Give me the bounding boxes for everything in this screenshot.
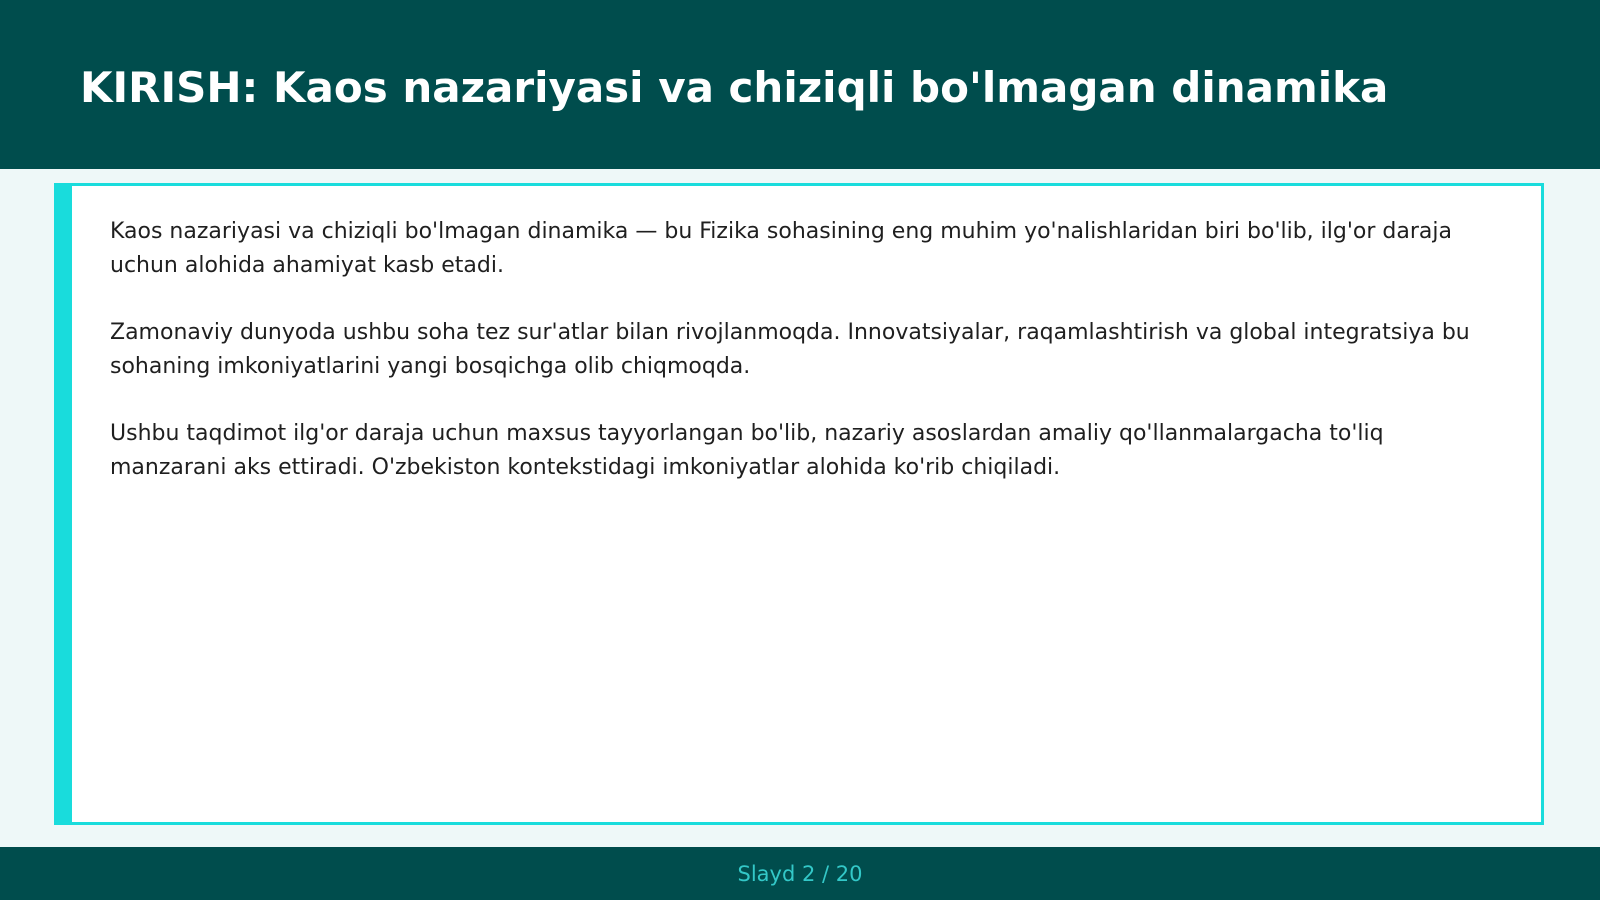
paragraph-1: Kaos nazariyasi va chiziqli bo'lmagan dinamika — bu Fizika sohasining eng muhim yo'nalishlaridan biri bo'lib, ilg'or daraja uchun alohida ahamiyat kasb etadi. <box>110 219 1452 278</box>
slide-counter: Slayd 2 / 20 <box>737 861 863 886</box>
slide-footer <box>0 847 1600 900</box>
slide-header <box>0 0 1600 169</box>
slide-title: KIRISH: Kaos nazariyasi va chiziqli bo'lmagan dinamika <box>80 63 1389 112</box>
paragraph-3: Ushbu taqdimot ilg'or daraja uchun maxsus tayyorlangan bo'lib, nazariy asoslardan amaliy qo'llanmalargacha to'liq manzarani aks ettiradi. O'zbekiston kontekstidagi imkoniyatlar alohida ko'rib chiqiladi. <box>110 421 1384 480</box>
paragraph-2: Zamonaviy dunyoda ushbu soha tez sur'atlar bilan rivojlanmoqda. Innovatsiyalar, raqamlashtirish va global integratsiya bu sohaning imkoniyatlarini yangi bosqichga olib chiqmoqda. <box>110 320 1470 379</box>
content-panel <box>54 183 1544 825</box>
